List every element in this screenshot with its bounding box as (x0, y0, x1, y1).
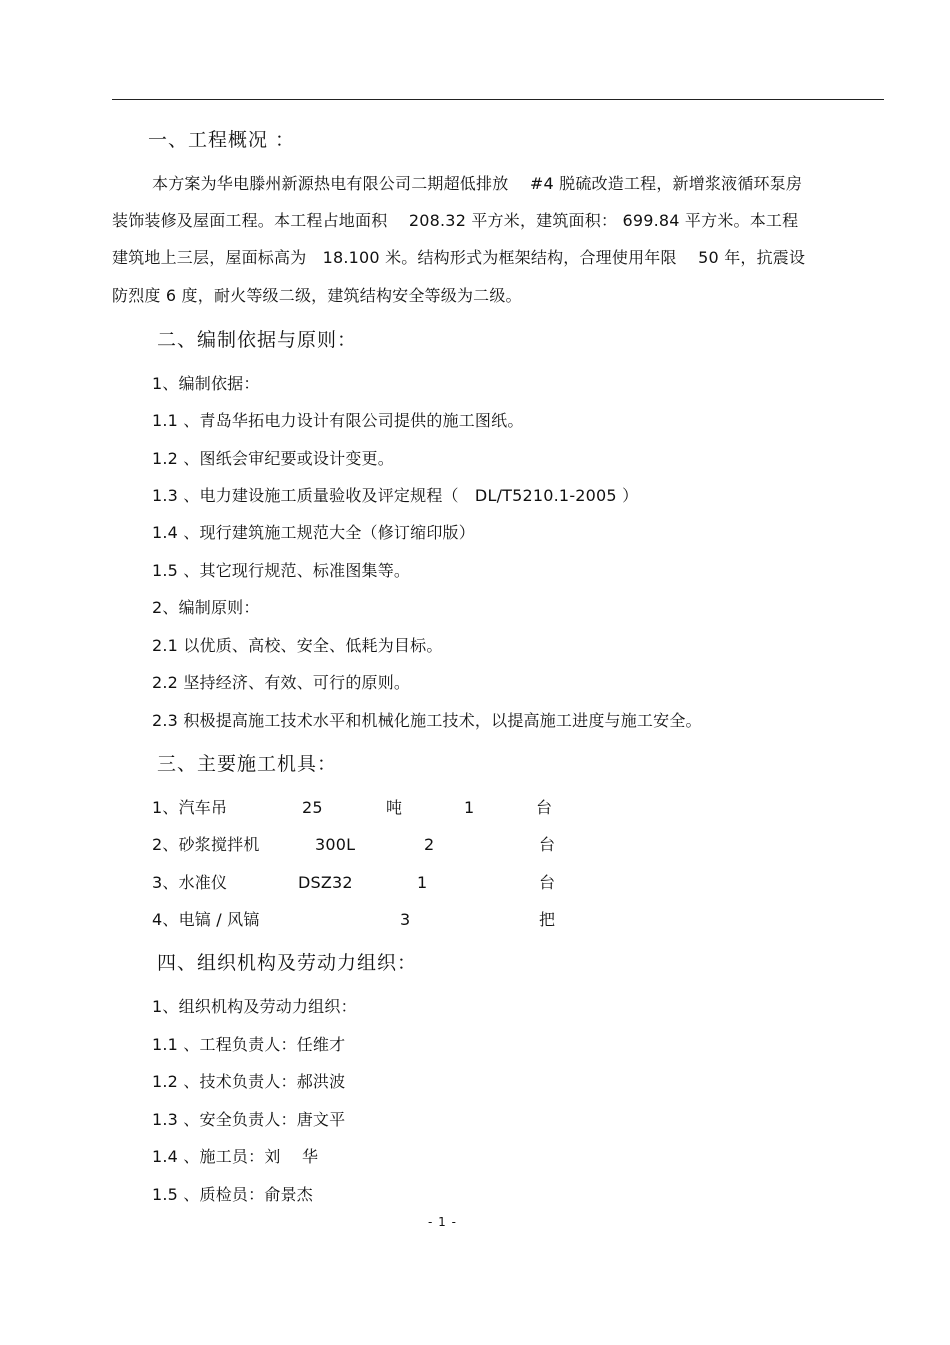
equipment-spec: DSZ32 (298, 873, 353, 892)
equipment-unit: 把 (539, 910, 556, 929)
principle-item: 2.1 以优质、高校、安全、低耗为目标。 (152, 636, 443, 655)
equipment-unit: 台 (539, 835, 556, 854)
equipment-qty: 2 (424, 835, 435, 854)
org-item: 1.1 、工程负责人：任维才 (152, 1035, 346, 1054)
equipment-name: 1、汽车吊 (152, 798, 228, 817)
org-item: 1.5 、质检员：俞景杰 (152, 1185, 313, 1204)
basis-title: 1、编制依据： (152, 374, 260, 393)
equipment-name: 2、砂浆搅拌机 (152, 835, 260, 854)
principle-item: 2.2 坚持经济、有效、可行的原则。 (152, 673, 411, 692)
equipment-spec: 300L (315, 835, 356, 854)
principle-title: 2、编制原则： (152, 598, 260, 617)
equipment-qty: 1 (464, 798, 475, 817)
section3-heading: 三、主要施工机具： (157, 753, 338, 775)
basis-item: 1.3 、电力建设施工质量验收及评定规程（ DL/T5210.1-2005 ） (152, 486, 639, 505)
basis-item: 1.4 、现行建筑施工规范大全（修订缩印版） (152, 523, 475, 542)
page-number: - 1 - (428, 1215, 457, 1229)
equipment-spec: 25 (302, 798, 323, 817)
header-rule (112, 99, 884, 100)
equipment-qty: 3 (400, 910, 411, 929)
equipment-qty: 1 (417, 873, 428, 892)
org-item: 1.3 、安全负责人：唐文平 (152, 1110, 346, 1129)
org-sub-title: 1、组织机构及劳动力组织： (152, 997, 357, 1016)
org-item: 1.2 、技术负责人：郝洪波 (152, 1072, 346, 1091)
equipment-unit: 台 (536, 798, 553, 817)
section1-line-2: 装饰装修及屋面工程。本工程占地面积 208.32 平方米，建筑面积： 699.84 平方米。本工程 (112, 211, 799, 230)
org-item: 1.4 、施工员：刘 华 (152, 1147, 319, 1166)
section2-heading: 二、编制依据与原则： (157, 329, 358, 351)
basis-item: 1.5 、其它现行规范、标准图集等。 (152, 561, 411, 580)
section1-heading: 一、工程概况 ： (148, 129, 296, 151)
equipment-name: 3、水准仪 (152, 873, 228, 892)
equipment-unit-a: 吨 (386, 798, 403, 817)
section1-line-1: 本方案为华电滕州新源热电有限公司二期超低排放 #4 脱硫改造工程，新增浆液循环泵房 (152, 174, 803, 193)
basis-item: 1.1 、青岛华拓电力设计有限公司提供的施工图纸。 (152, 411, 524, 430)
principle-item: 2.3 积极提高施工技术水平和机械化施工技术，以提高施工进度与施工安全。 (152, 711, 702, 730)
basis-item: 1.2 、图纸会审纪要或设计变更。 (152, 449, 394, 468)
section1-line-3: 建筑地上三层，屋面标高为 18.100 米。结构形式为框架结构，合理使用年限 50 年，抗震设 (112, 248, 806, 267)
equipment-unit: 台 (539, 873, 556, 892)
equipment-name: 4、电镐 / 风镐 (152, 910, 260, 929)
section4-heading: 四、组织机构及劳动力组织： (157, 952, 418, 974)
section1-line-4: 防烈度 6 度，耐火等级二级，建筑结构安全等级为二级。 (112, 286, 522, 305)
